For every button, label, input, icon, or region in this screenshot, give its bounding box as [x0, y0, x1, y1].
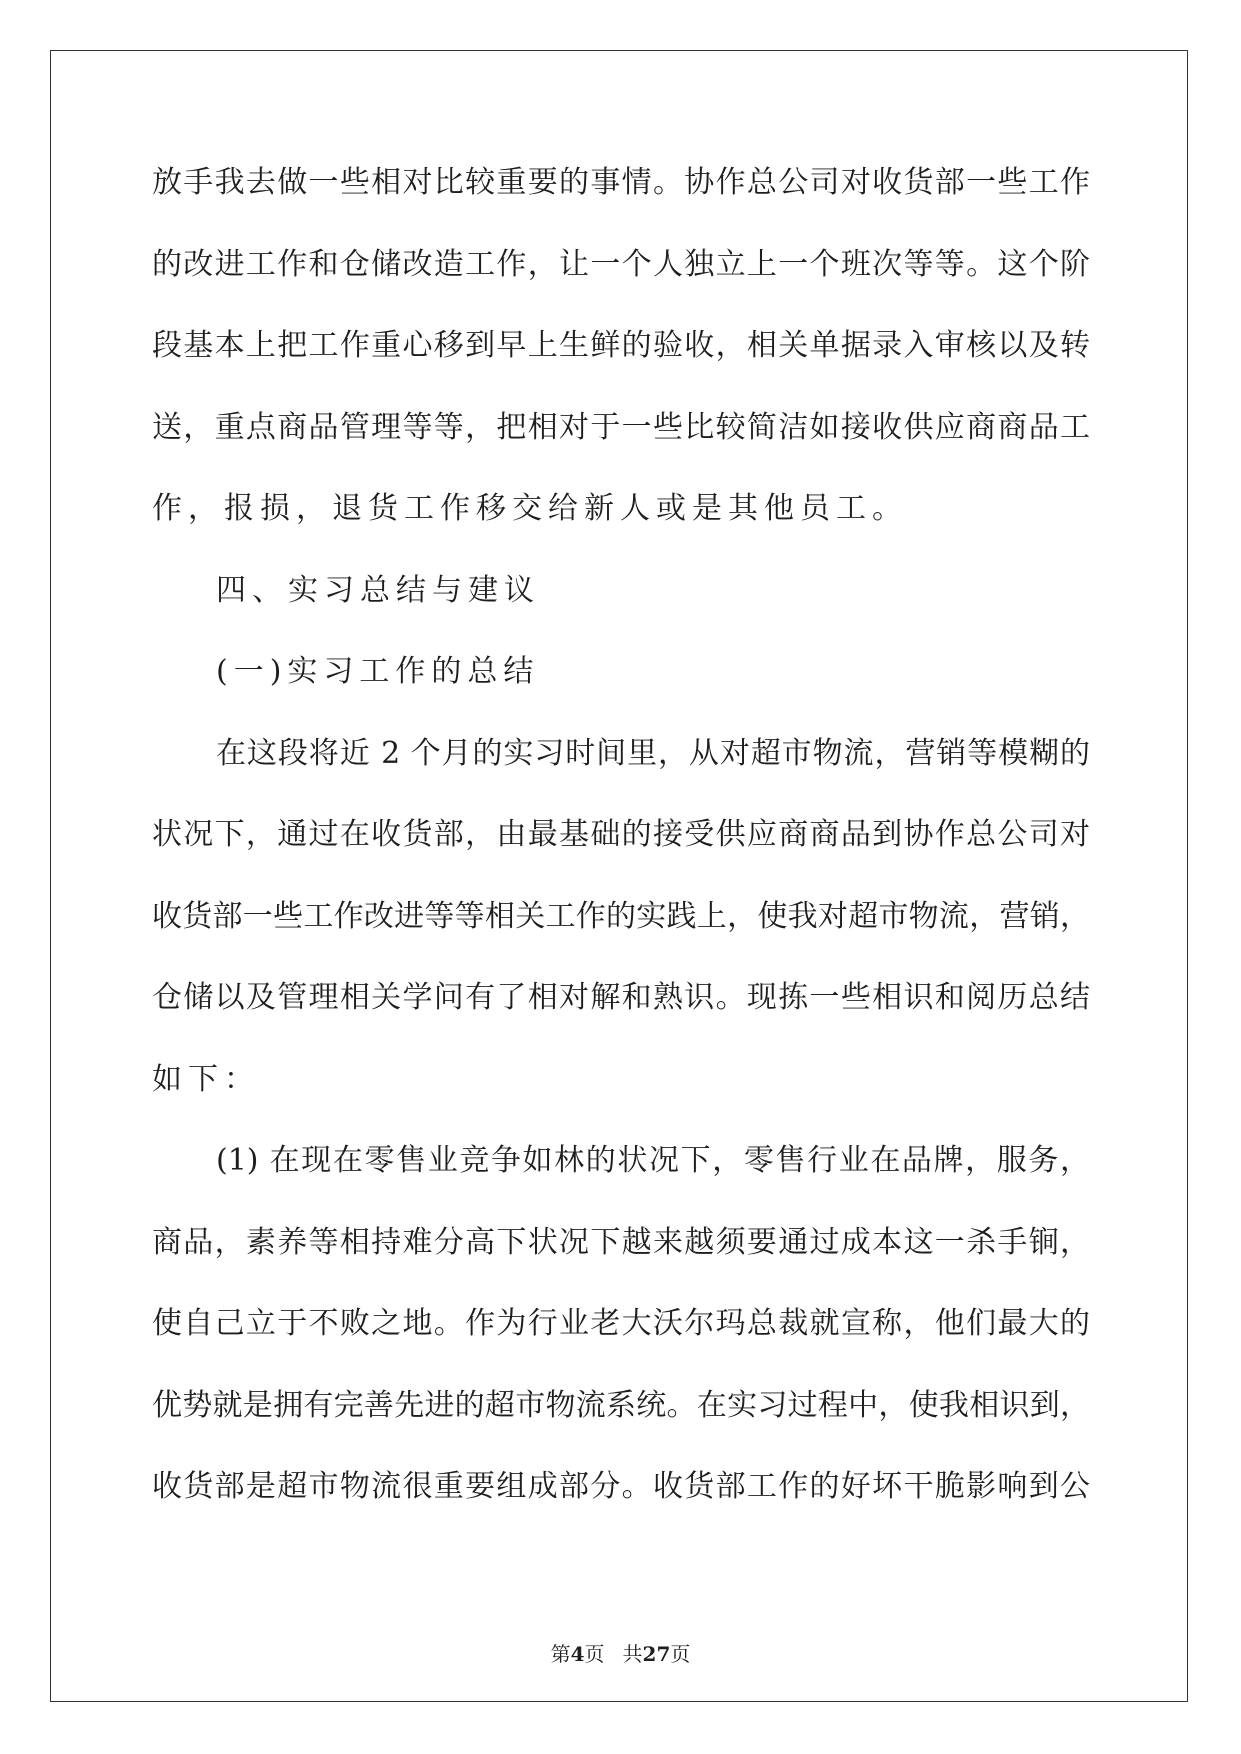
section-heading: 四、实习总结与建议 — [216, 572, 540, 608]
text-line: 如下： — [152, 1061, 260, 1097]
footer-total-prefix: 共 — [622, 1642, 643, 1666]
text-line: 商品，素养等相持难分高下状况下越来越须要通过成本这一杀手锏， — [152, 1224, 1090, 1260]
text-line: 作，报损，退货工作移交给新人或是其他员工。 — [152, 491, 908, 526]
footer-total-pages: 27 — [642, 1642, 671, 1666]
document-body — [152, 165, 1090, 1551]
text-line: 段基本上把工作重心移到早上生鲜的验收，相关单据录入审核以及转 — [152, 328, 1090, 363]
page-footer — [0, 1638, 1241, 1667]
text-line: 的改进工作和仓储改造工作，让一个人独立上一个班次等等。这个阶 — [152, 246, 1090, 282]
text-line: 收货部一些工作改进等等相关工作的实践上，使我对超市物流，营销， — [152, 898, 1090, 934]
text-line: 放手我去做一些相对比较重要的事情。协作总公司对收货部一些工作 — [152, 165, 1090, 200]
text-line: (1) 在现在零售业竞争如林的状况下，零售行业在品牌，服务， — [216, 1143, 1090, 1178]
text-line: 状况下，通过在收货部，由最基础的接受供应商商品到协作总公司对 — [152, 817, 1090, 852]
text-line: 仓储以及管理相关学问有了相对解和熟识。现拣一些相识和阅历总结 — [152, 980, 1090, 1015]
footer-page-prefix: 第 — [550, 1642, 571, 1666]
text-line: 优势就是拥有完善先进的超市物流系统。在实习过程中，使我相识到， — [152, 1387, 1090, 1423]
footer-page-mid: 页 — [584, 1642, 605, 1666]
footer-page-number: 4 — [570, 1642, 585, 1666]
text-line: 收货部是超市物流很重要组成部分。收货部工作的好坏干脆影响到公 — [152, 1469, 1090, 1504]
footer-total-suffix: 页 — [670, 1642, 691, 1666]
text-line: 使自己立于不败之地。作为行业老大沃尔玛总裁就宣称，他们最大的 — [152, 1306, 1090, 1341]
subsection-heading: (一)实习工作的总结 — [216, 654, 540, 689]
text-line: 送，重点商品管理等等，把相对于一些比较简洁如接收供应商商品工 — [152, 409, 1090, 445]
text-line: 在这段将近 2 个月的实习时间里，从对超市物流，营销等模糊的 — [216, 735, 1090, 771]
